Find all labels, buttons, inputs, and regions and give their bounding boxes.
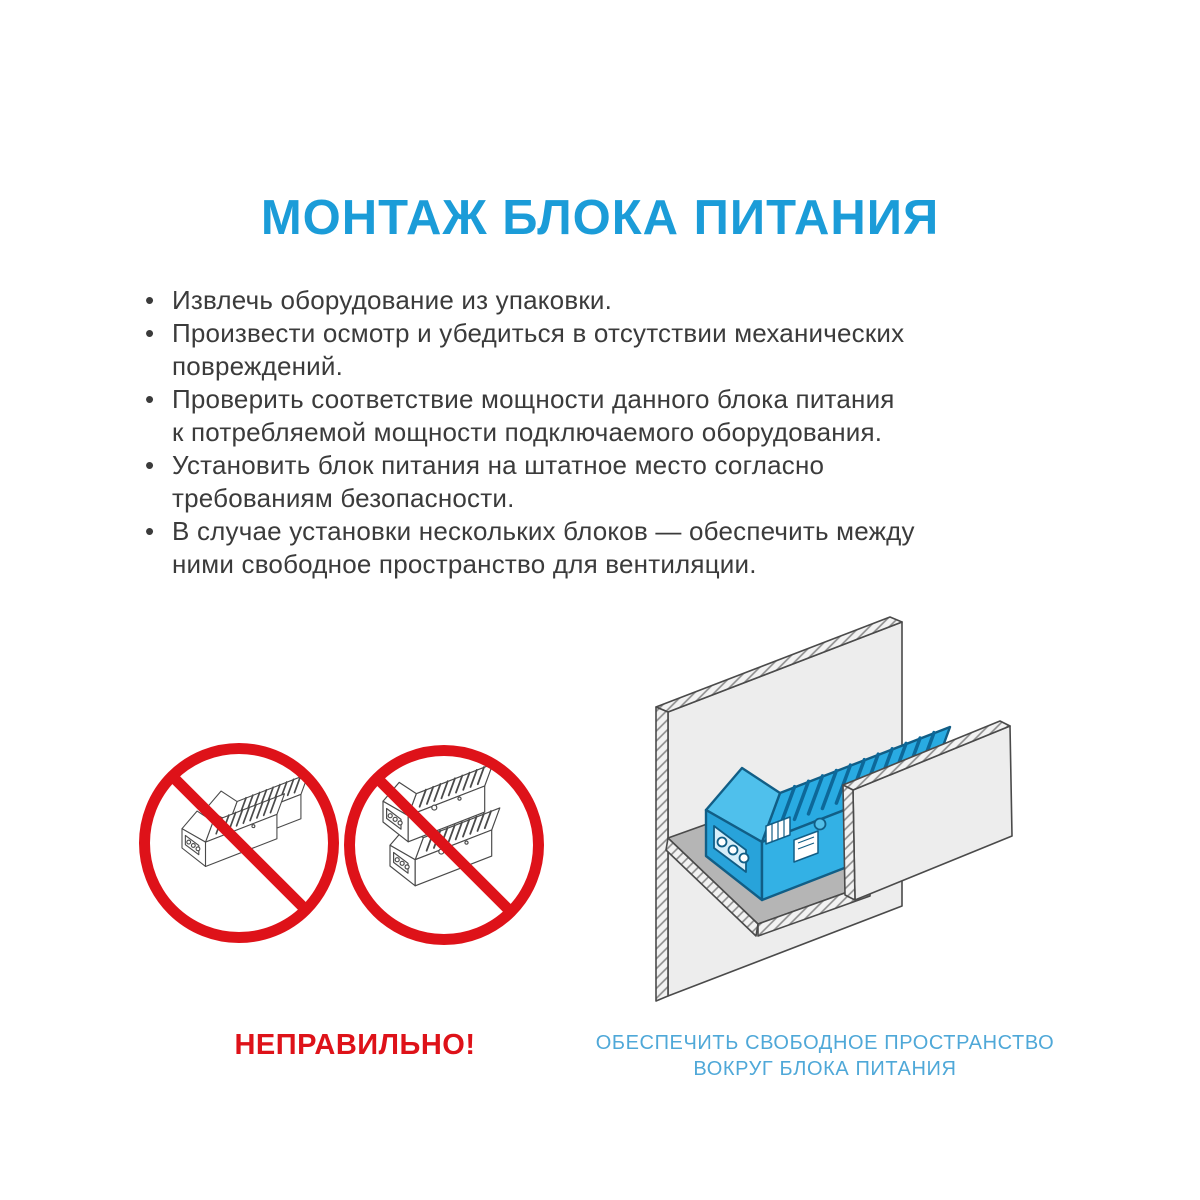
list-item-line: • Извлечь оборудование из упаковки. [172, 285, 613, 315]
psu-terminal-screw [729, 846, 738, 855]
prohibition-sign-stacked [350, 751, 539, 940]
list-item-line: к потребляемой мощности подключаемого оборудования. [172, 417, 883, 447]
page-title: МОНТАЖ БЛОКА ПИТАНИЯ [260, 190, 940, 245]
psu-terminal-screw [740, 854, 749, 863]
list-item-line: • Произвести осмотр и убедиться в отсутствии механических [172, 318, 905, 348]
list-item-line: повреждений. [172, 351, 344, 381]
prohibition-sign-side-by-side [145, 749, 334, 938]
list-item-line: • В случае установки нескольких блоков — обеспечить между [172, 516, 915, 546]
psu-terminal-screw [718, 838, 727, 847]
psu-pair-stacked [383, 764, 500, 886]
wrong-label: НЕПРАВИЛЬНО! [234, 1029, 476, 1061]
list-item-line: требованиям безопасности. [172, 483, 515, 513]
spacing-caption-line: ВОКРУГ БЛОКА ПИТАНИЯ [693, 1058, 957, 1080]
psu-case-screw [815, 819, 826, 830]
mounted-psu-illustration [656, 617, 1012, 1001]
list-item-line: • Проверить соответствие мощности данного блока питания [172, 384, 895, 414]
list-item-line: ними свободное пространство для вентиляции. [172, 549, 757, 579]
spacing-caption [595, 1030, 1055, 1082]
spacing-caption-line: ОБЕСПЕЧИТЬ СВОБОДНОЕ ПРОСТРАНСТВО [595, 1032, 1055, 1054]
list-item-line: • Установить блок питания на штатное место согласно [172, 450, 825, 480]
